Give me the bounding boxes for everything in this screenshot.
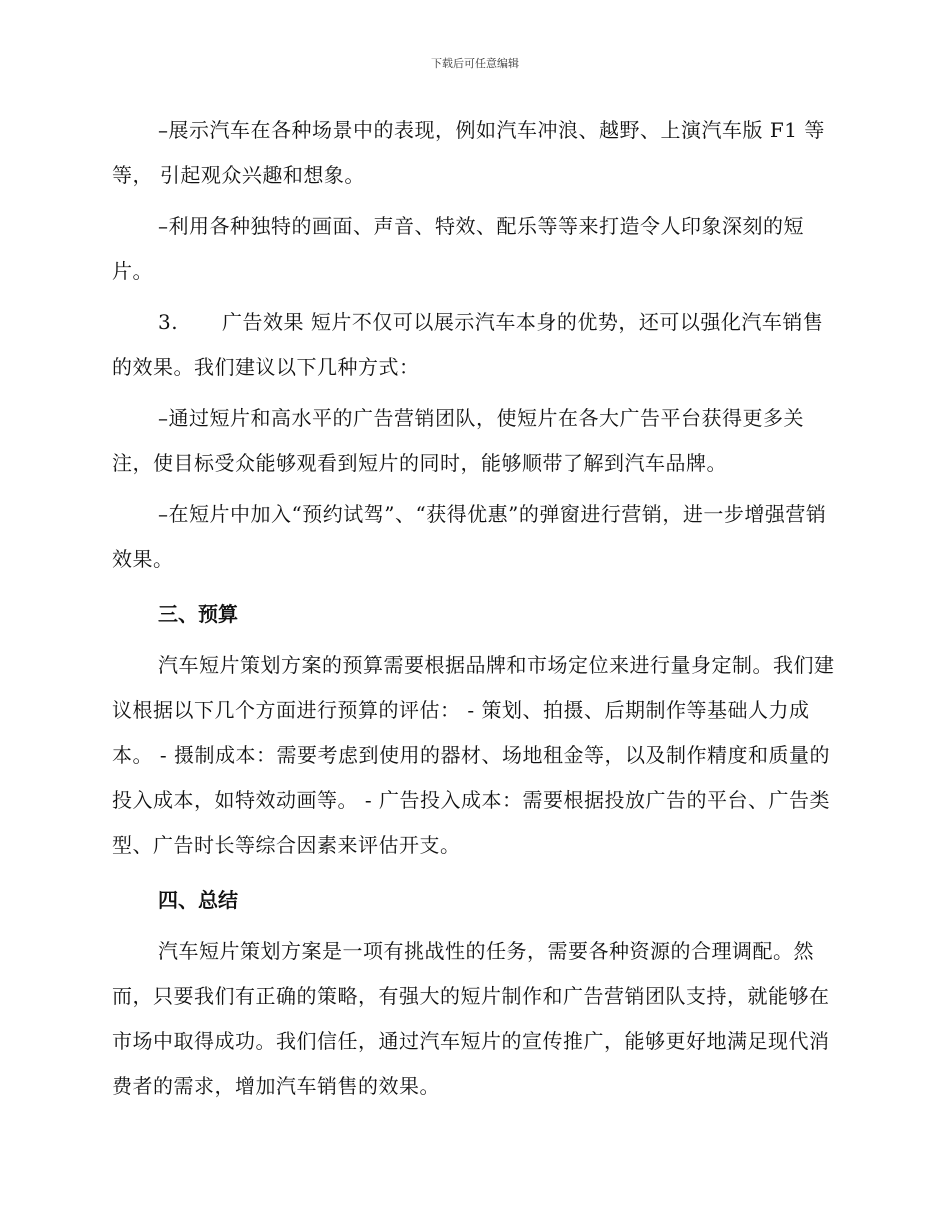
paragraph-marketing-team: –通过短片和高水平的广告营销团队，使短片在各大广告平台获得更多关注，使目标受众能够观看到短片的同时，能够顺带了解到汽车品牌。 xyxy=(112,406,804,475)
paragraph-scene-showcase: –展示汽车在各种场景中的表现，例如汽车冲浪、越野、上演汽车版 F1 等等， 引起观众兴趣和想象。 xyxy=(112,118,825,187)
document-body xyxy=(112,108,842,1109)
paragraph-unique-visuals: –利用各种独特的画面、声音、特效、配乐等等来打造令人印象深刻的短片。 xyxy=(112,214,804,283)
paragraph-ad-effect xyxy=(112,300,842,390)
list-number: 3. xyxy=(158,310,179,334)
paragraph-popup-marketing: –在短片中加入“预约试驾”、“获得优惠”的弹窗进行营销，进一步增强营销效果。 xyxy=(112,502,827,571)
section-heading-budget: 三、预算 xyxy=(158,602,238,626)
page-header: 下载后可任意编辑 xyxy=(431,57,519,70)
paragraph-summary: 汽车短片策划方案是一项有挑战性的任务，需要各种资源的合理调配。然而，只要我们有正确的策略，有强大的短片制作和广告营销团队支持，就能够在市场中取得成功。我们信任，通过汽车短片的宣传推广，能够更好地满足现代消费者的需求，增加汽车销售的效果。 xyxy=(112,939,830,1098)
section-heading-summary: 四、总结 xyxy=(158,888,238,912)
paragraph-ad-effect-text: 广告效果 短片不仅可以展示汽车本身的优势，还可以强化汽车销售的效果。我们建议以下几种方式： xyxy=(112,310,824,379)
paragraph-budget: 汽车短片策划方案的预算需要根据品牌和市场定位来进行量身定制。我们建议根据以下几个方面进行预算的评估： - 策划、拍摄、后期制作等基础人力成本。 - 摄制成本：需要考虑到使用的器材、场地租金等，以及制作精度和质量的投入成本，如特效动画等。 - 广告投入成本：需要根据投放广告的平台、广告类型、广告时长等综合因素来评估开支。 xyxy=(112,653,835,857)
